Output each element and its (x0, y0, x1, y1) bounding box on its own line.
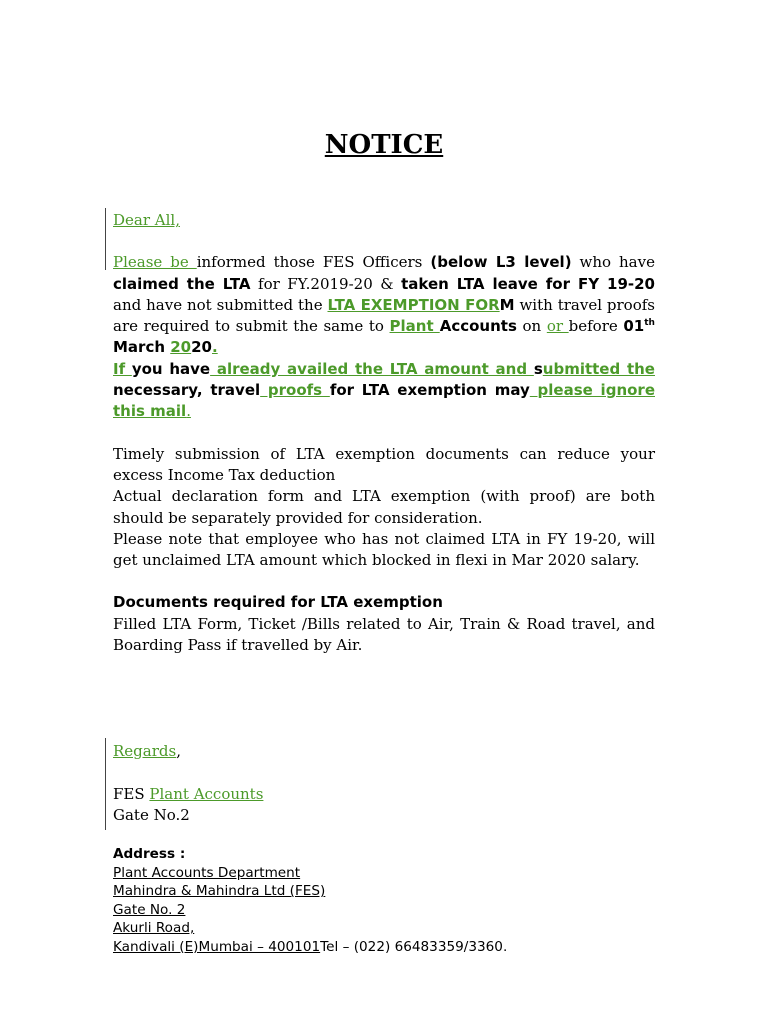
address-label: Address : (113, 846, 186, 862)
text-run: Plant (389, 317, 440, 336)
text-run: s (533, 359, 543, 378)
text-run: . (212, 338, 218, 357)
text-run: for LTA exemption may (329, 381, 530, 400)
text-run: already availed the LTA amount and (210, 359, 534, 378)
documents-heading: Documents required for LTA exemption (113, 593, 443, 612)
margin-bar (105, 208, 106, 270)
text-run: Please be (113, 253, 197, 272)
paragraph-unclaimed: Please note that employee who has not claimed LTA in FY 19-20, will get unclaimed LTA amount which blocked in flexi in Mar 2020 salary. (113, 529, 655, 570)
text-run: FES (113, 784, 150, 803)
text-run: 20 (170, 338, 192, 357)
text-run: before (568, 317, 624, 336)
paragraph-timely: Timely submission of LTA exemption documents can reduce your excess Income Tax deduction (113, 444, 655, 484)
notice-title: NOTICE (324, 130, 444, 160)
notice-body (113, 210, 655, 656)
address-line: Gate No. 2 (113, 901, 186, 918)
text-run: ubmitted the (542, 359, 655, 378)
text-run: or (546, 317, 569, 336)
text-run: . (186, 402, 191, 421)
text-run: LTA EXEMPTION FOR (327, 295, 500, 314)
text-run: 01 (623, 317, 645, 336)
text-run: informed those FES Officers (196, 253, 431, 272)
text-run: you have (131, 359, 211, 378)
address-line: Mahindra & Mahindra Ltd (FES) (113, 883, 326, 899)
text-run: Accounts (439, 317, 517, 336)
text-run: for FY.2019-20 & (250, 274, 402, 293)
greeting: Dear All, (113, 211, 180, 229)
text-run: proofs (260, 381, 330, 400)
closing-block (113, 741, 655, 826)
phone-number: Tel – (022) 66483359/3360. (320, 938, 508, 955)
text-run: 20 (191, 338, 212, 357)
regards: Regards (113, 742, 177, 760)
text-run: , (176, 742, 181, 760)
paragraph-main (113, 252, 655, 358)
text-run: (below L3 level) (430, 253, 572, 272)
text-run: necessary, travel (113, 381, 261, 400)
text-run: th (644, 318, 655, 329)
paragraph-ignore (113, 359, 655, 423)
documents-text: Filled LTA Form, Ticket /Bills related to Air, Train & Road travel, and Boarding Pass if travelled by Air. (113, 614, 655, 655)
text-run: please ignore this mail (113, 381, 655, 421)
margin-bar (105, 738, 106, 830)
address-block (113, 845, 507, 956)
text-run: If (113, 359, 132, 378)
address-line: Plant Accounts Department (113, 864, 301, 881)
text-run: and have not submitted the (113, 295, 328, 314)
text-run: claimed the LTA (113, 274, 251, 293)
text-run: M (499, 295, 515, 314)
address-line: Akurli Road, (113, 920, 195, 936)
text-run: March (113, 338, 171, 357)
address-line: Kandivali (E)Mumbai – 400101 (113, 938, 321, 955)
paragraph-declaration: Actual declaration form and LTA exemption (with proof) are both should be separately provided for consideration. (113, 487, 655, 527)
text-run: with travel proofs are required to submit the same to (113, 295, 655, 336)
gate-number: Gate No.2 (113, 805, 190, 824)
text-run: who have (571, 253, 655, 272)
text-run: on (516, 317, 547, 336)
text-run: taken LTA leave for FY 19-20 (401, 274, 655, 293)
plant-accounts: Plant Accounts (149, 784, 264, 803)
